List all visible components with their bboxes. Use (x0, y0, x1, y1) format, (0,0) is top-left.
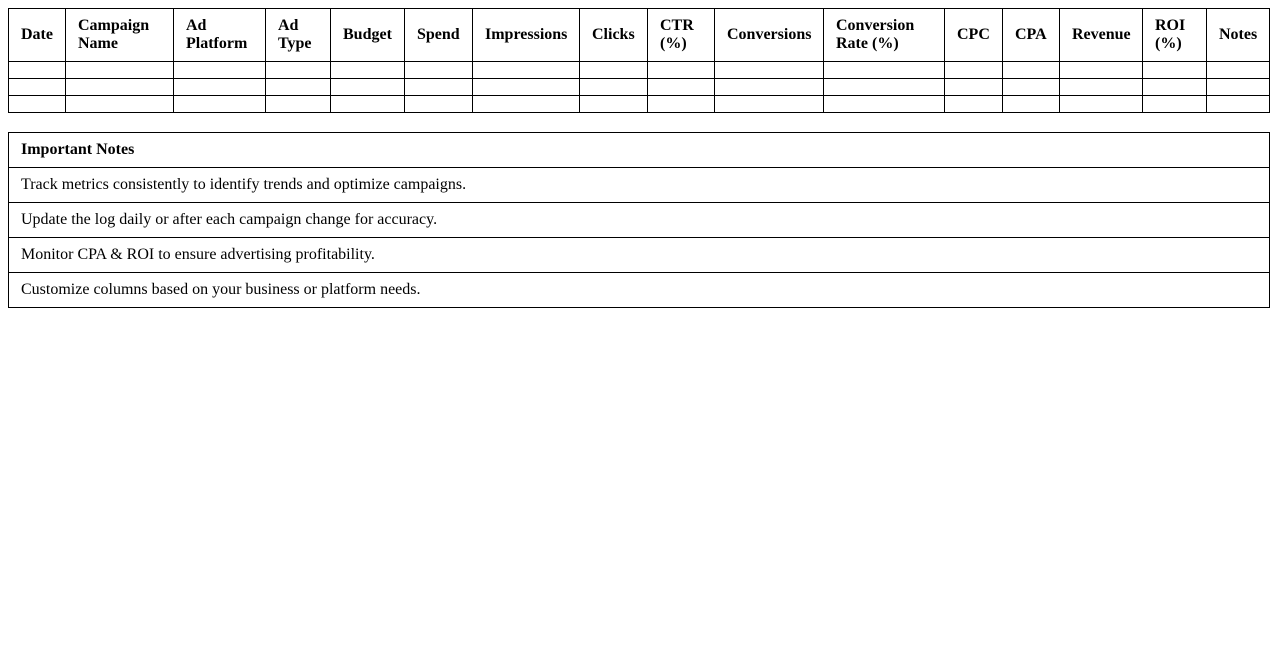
table-cell[interactable] (580, 62, 648, 79)
table-cell[interactable] (945, 79, 1003, 96)
column-header-campaign-name: Campaign Name (66, 9, 174, 62)
table-cell[interactable] (9, 79, 66, 96)
table-cell[interactable] (174, 79, 266, 96)
table-cell[interactable] (473, 62, 580, 79)
table-cell[interactable] (945, 96, 1003, 113)
table-cell[interactable] (715, 79, 824, 96)
notes-row (9, 273, 1270, 308)
table-cell[interactable] (648, 62, 715, 79)
table-cell[interactable] (331, 79, 405, 96)
column-header-notes: Notes (1207, 9, 1270, 62)
table-cell[interactable] (824, 96, 945, 113)
column-header-ctr: CTR (%) (648, 9, 715, 62)
note-item: Monitor CPA & ROI to ensure advertising profitability. (9, 238, 1270, 273)
table-cell[interactable] (824, 62, 945, 79)
table-cell[interactable] (715, 62, 824, 79)
table-cell[interactable] (1207, 62, 1270, 79)
column-header-revenue: Revenue (1060, 9, 1143, 62)
table-cell[interactable] (1143, 79, 1207, 96)
table-cell[interactable] (1060, 79, 1143, 96)
table-cell[interactable] (1003, 79, 1060, 96)
table-cell[interactable] (266, 62, 331, 79)
table-cell[interactable] (473, 79, 580, 96)
page (0, 0, 1278, 308)
table-row (9, 62, 1270, 79)
table-cell[interactable] (266, 96, 331, 113)
table-cell[interactable] (331, 62, 405, 79)
column-header-clicks: Clicks (580, 9, 648, 62)
table-cell[interactable] (945, 62, 1003, 79)
table-cell[interactable] (1143, 62, 1207, 79)
table-cell[interactable] (580, 96, 648, 113)
important-notes-table (8, 132, 1270, 308)
table-cell[interactable] (1060, 62, 1143, 79)
column-header-conversion-rate: Conversion Rate (%) (824, 9, 945, 62)
table-cell[interactable] (473, 96, 580, 113)
table-cell[interactable] (66, 79, 174, 96)
table-cell[interactable] (1207, 79, 1270, 96)
column-header-conversions: Conversions (715, 9, 824, 62)
table-cell[interactable] (1207, 96, 1270, 113)
table-cell[interactable] (1003, 96, 1060, 113)
notes-row (9, 203, 1270, 238)
column-header-ad-type: Ad Type (266, 9, 331, 62)
table-cell[interactable] (1060, 96, 1143, 113)
note-item: Update the log daily or after each campaign change for accuracy. (9, 203, 1270, 238)
table-row (9, 79, 1270, 96)
note-item: Customize columns based on your business or platform needs. (9, 273, 1270, 308)
table-cell[interactable] (174, 96, 266, 113)
table-cell[interactable] (405, 79, 473, 96)
column-header-ad-platform: Ad Platform (174, 9, 266, 62)
table-cell[interactable] (266, 79, 331, 96)
campaign-log-table (8, 8, 1270, 113)
table-cell[interactable] (824, 79, 945, 96)
table-header-row (9, 9, 1270, 62)
column-header-impressions: Impressions (473, 9, 580, 62)
notes-heading: Important Notes (9, 133, 1270, 168)
notes-row (9, 238, 1270, 273)
column-header-cpc: CPC (945, 9, 1003, 62)
table-cell[interactable] (9, 62, 66, 79)
table-cell[interactable] (1143, 96, 1207, 113)
table-cell[interactable] (331, 96, 405, 113)
table-cell[interactable] (580, 79, 648, 96)
table-cell[interactable] (405, 62, 473, 79)
column-header-date: Date (9, 9, 66, 62)
table-cell[interactable] (648, 79, 715, 96)
table-cell[interactable] (715, 96, 824, 113)
table-cell[interactable] (66, 96, 174, 113)
table-cell[interactable] (66, 62, 174, 79)
table-row (9, 96, 1270, 113)
notes-heading-row (9, 133, 1270, 168)
table-cell[interactable] (648, 96, 715, 113)
column-header-budget: Budget (331, 9, 405, 62)
table-cell[interactable] (405, 96, 473, 113)
table-cell[interactable] (1003, 62, 1060, 79)
notes-row (9, 168, 1270, 203)
column-header-spend: Spend (405, 9, 473, 62)
column-header-roi: ROI (%) (1143, 9, 1207, 62)
note-item: Track metrics consistently to identify trends and optimize campaigns. (9, 168, 1270, 203)
table-cell[interactable] (9, 96, 66, 113)
column-header-cpa: CPA (1003, 9, 1060, 62)
table-cell[interactable] (174, 62, 266, 79)
